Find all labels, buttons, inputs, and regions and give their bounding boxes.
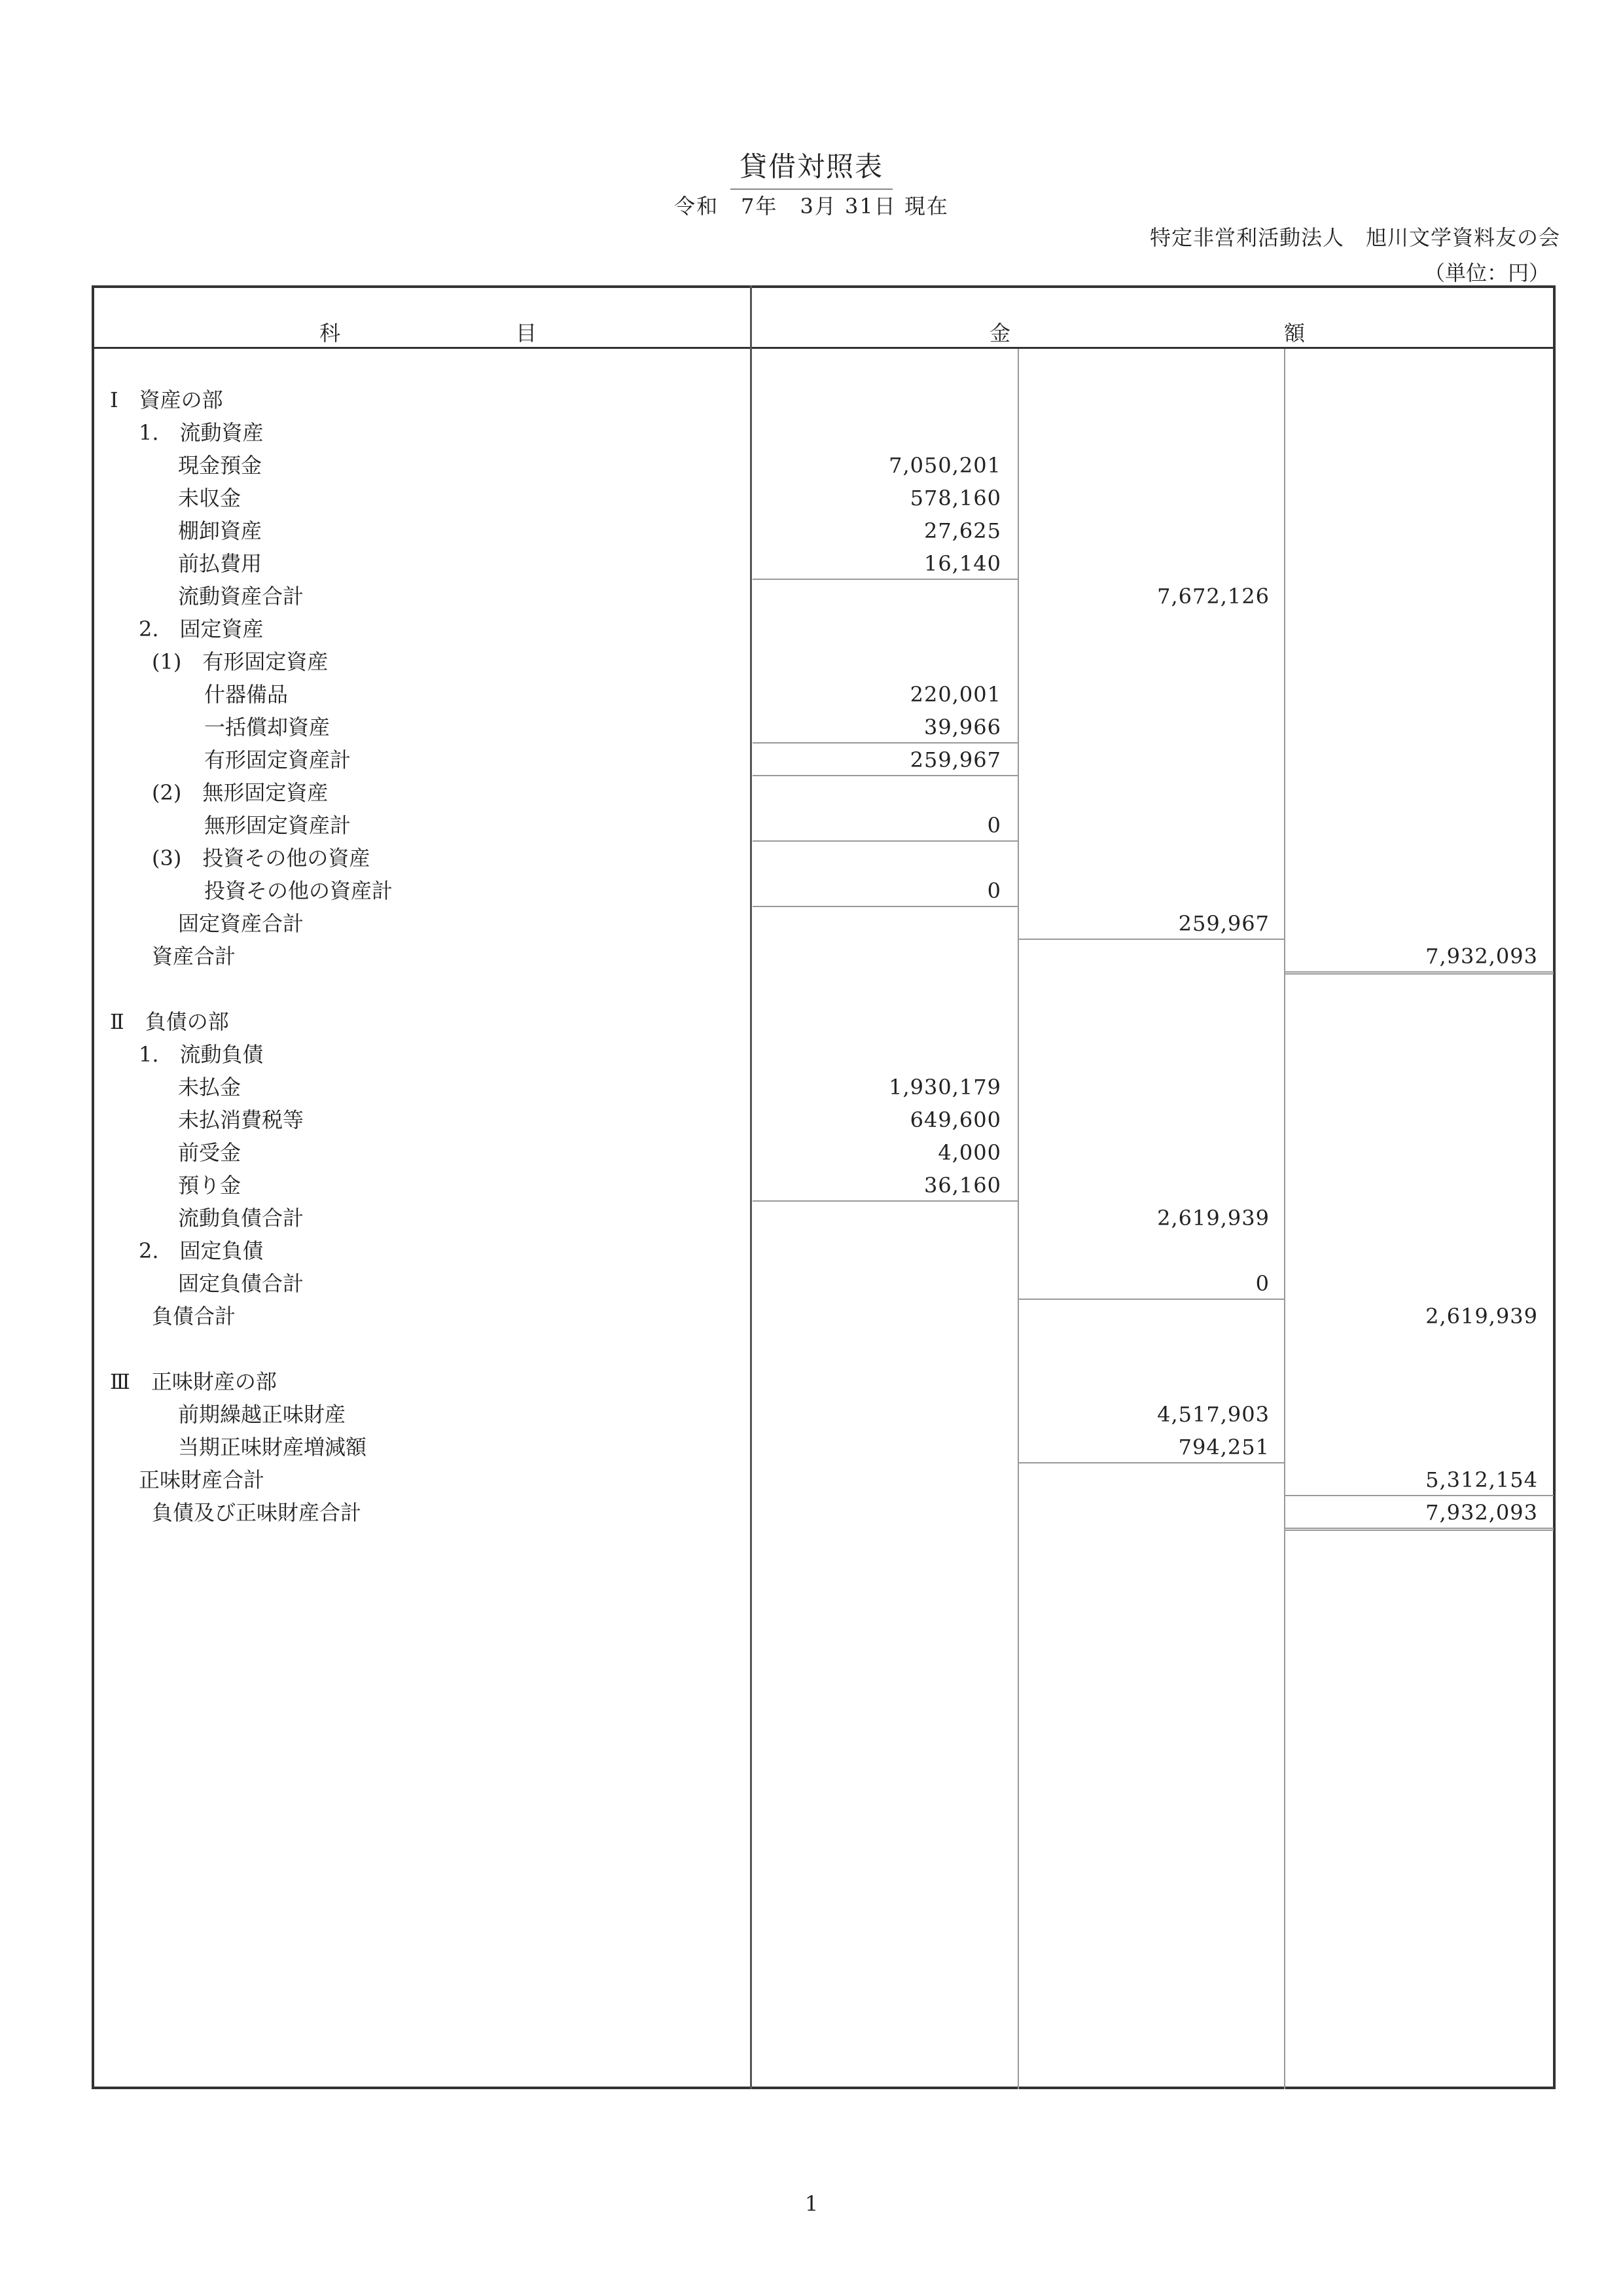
row-label: 1. 流動負債 — [139, 1042, 264, 1067]
amount: 7,050,201 — [889, 453, 1001, 478]
row-label: Ⅲ 正味財産の部 — [110, 1369, 277, 1394]
row-label: 有形固定資産計 — [204, 747, 351, 772]
row-label: 1. 流動資産 — [139, 420, 264, 445]
amount: 39,966 — [924, 715, 1001, 740]
subtotal-underline — [753, 906, 1018, 907]
row-label: 負債合計 — [152, 1304, 236, 1329]
amount: 0 — [987, 878, 1001, 903]
amount: 4,000 — [938, 1140, 1001, 1165]
row-label: Ⅱ 負債の部 — [110, 1009, 229, 1034]
header-kingaku-2: 額 — [1284, 321, 1306, 346]
row-label: 前払費用 — [178, 551, 262, 576]
row-label: 固定負債合計 — [178, 1271, 304, 1296]
total-double-underline — [1285, 1528, 1554, 1531]
row-label: 什器備品 — [204, 682, 289, 707]
amount: 2,619,939 — [1157, 1206, 1270, 1230]
row-label: 資産合計 — [152, 944, 236, 969]
row-label: 負債及び正味財産合計 — [152, 1500, 362, 1525]
header-kamoku-1: 科 — [319, 321, 341, 346]
row-label: 投資その他の資産計 — [204, 878, 393, 903]
row-label: 未収金 — [178, 486, 241, 511]
row-label: (3) 投資その他の資産 — [152, 846, 370, 870]
document-date: 令和 7年 3月 31日 現在 — [674, 194, 949, 219]
row-label: 前期繰越正味財産 — [178, 1402, 346, 1427]
row-label: 流動資産合計 — [178, 584, 304, 609]
row-label: 2. 固定負債 — [139, 1238, 264, 1263]
row-label: 現金預金 — [178, 453, 262, 478]
organization-name: 特定非営利活動法人 旭川文学資料友の会 — [1149, 225, 1560, 250]
row-label: (2) 無形固定資産 — [152, 780, 329, 805]
row-label: 前受金 — [178, 1140, 241, 1165]
amount: 0 — [987, 813, 1001, 838]
amount: 7,932,093 — [1425, 1500, 1538, 1525]
header-divider — [92, 347, 1556, 349]
amount: 36,160 — [924, 1173, 1001, 1198]
row-label: 流動負債合計 — [178, 1206, 304, 1230]
amount: 1,930,179 — [889, 1075, 1001, 1100]
amount: 220,001 — [910, 682, 1001, 707]
row-label: 棚卸資産 — [178, 518, 262, 543]
amount: 0 — [1255, 1271, 1270, 1296]
subtotal-underline — [753, 579, 1018, 580]
row-label: 一括償却資産 — [204, 715, 330, 740]
column-divider-3 — [1284, 349, 1285, 2089]
row-label: 正味財産合計 — [139, 1467, 265, 1492]
header-kamoku-2: 目 — [516, 321, 537, 346]
subtotal-underline — [753, 840, 1018, 842]
unit-label: （単位：円） — [1423, 260, 1550, 285]
amount: 259,967 — [1178, 911, 1270, 936]
row-label: 当期正味財産増減額 — [178, 1435, 367, 1460]
amount: 7,932,093 — [1425, 944, 1538, 969]
subtotal-underline — [753, 775, 1018, 776]
column-divider-2 — [1018, 349, 1019, 2089]
row-label: 預り金 — [178, 1173, 241, 1198]
amount: 794,251 — [1178, 1435, 1270, 1460]
header-kingaku-1: 金 — [990, 321, 1011, 346]
row-label: (1) 有形固定資産 — [152, 649, 329, 674]
amount: 259,967 — [910, 747, 1001, 772]
page-number: 1 — [804, 2191, 819, 2216]
row-label: 未払消費税等 — [178, 1107, 304, 1132]
column-divider-main — [750, 285, 752, 2089]
subtotal-underline — [1019, 1299, 1284, 1300]
row-label: 未払金 — [178, 1075, 241, 1100]
row-label: 無形固定資産計 — [204, 813, 351, 838]
subtotal-underline — [1019, 939, 1284, 940]
amount: 5,312,154 — [1425, 1467, 1538, 1492]
amount: 7,672,126 — [1157, 584, 1270, 609]
amount: 4,517,903 — [1157, 1402, 1270, 1427]
amount: 2,619,939 — [1425, 1304, 1538, 1329]
subtotal-underline — [1019, 1462, 1284, 1463]
amount: 16,140 — [924, 551, 1001, 576]
subtotal-underline — [753, 1200, 1018, 1202]
row-label: 2. 固定資産 — [139, 617, 264, 641]
amount: 578,160 — [910, 486, 1001, 511]
amount: 27,625 — [924, 518, 1001, 543]
row-label: 固定資産合計 — [178, 911, 304, 936]
document-title: 貸借対照表 — [0, 145, 1623, 190]
amount: 649,600 — [910, 1107, 1001, 1132]
total-double-underline — [1285, 971, 1554, 975]
row-label: Ⅰ 資産の部 — [110, 387, 223, 412]
